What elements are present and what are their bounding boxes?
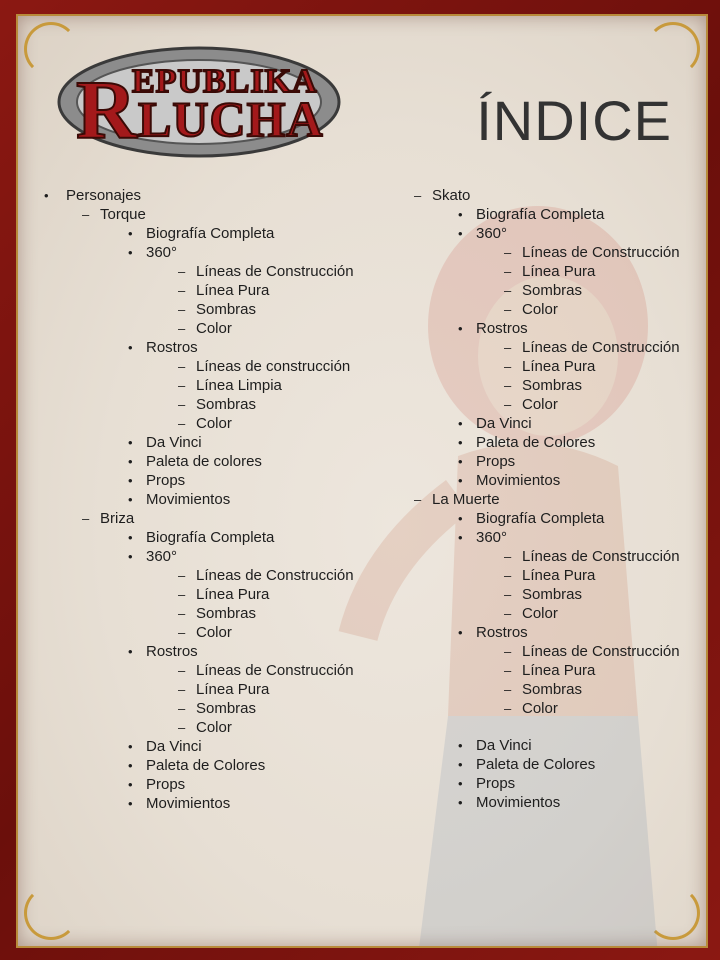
sub-item-label: Línea Pura — [196, 586, 270, 603]
sub-item-label: Color — [522, 605, 558, 622]
list-item — [458, 454, 704, 473]
sub-item — [178, 416, 374, 435]
dash-marker: – — [504, 606, 512, 621]
sub-item-label: Líneas de Construcción — [522, 339, 680, 356]
list-item — [128, 340, 374, 435]
bullet-marker: • — [128, 549, 133, 564]
dash-marker: – — [504, 682, 512, 697]
sub-item-label: Sombras — [522, 282, 583, 299]
item-label: Rostros — [476, 320, 528, 337]
dash-marker: – — [178, 701, 186, 716]
sub-item-label: Línea Pura — [522, 263, 596, 280]
sub-item-label: Líneas de Construcción — [522, 548, 680, 565]
dash-marker: – — [504, 549, 512, 564]
item-label: 360° — [476, 225, 508, 242]
bullet-marker: • — [128, 530, 133, 545]
dash-marker: – — [504, 587, 512, 602]
sub-item — [178, 302, 374, 321]
sub-item — [178, 720, 374, 739]
item-label: Biografía Completa — [476, 206, 605, 223]
sub-item-label: Color — [196, 320, 232, 337]
sub-item-label: Sombras — [522, 377, 583, 394]
sub-item-label: Color — [522, 700, 558, 717]
item-label: Props — [146, 472, 186, 489]
sub-item — [504, 397, 704, 416]
dash-marker: – — [178, 682, 186, 697]
sub-item-label: Sombras — [196, 396, 257, 413]
item-label: Da Vinci — [146, 738, 202, 755]
page-title: ÍNDICE — [476, 89, 672, 152]
sub-item-label: Líneas de Construcción — [196, 263, 354, 280]
dash-marker: – — [178, 397, 186, 412]
bullet-marker: • — [458, 776, 463, 791]
bullet-marker: • — [128, 245, 133, 260]
list-item — [128, 226, 374, 245]
dash-marker: – — [414, 188, 422, 203]
sub-item-label: Color — [522, 301, 558, 318]
logo-line-2: LUCHA — [138, 91, 324, 147]
dash-marker: – — [178, 606, 186, 621]
dash-marker: – — [504, 701, 512, 716]
sub-item-label: Líneas de Construcción — [196, 567, 354, 584]
list-item — [128, 473, 374, 492]
sub-item — [178, 606, 374, 625]
sub-item — [178, 625, 374, 644]
dash-marker: – — [82, 511, 90, 526]
bullet-marker: • — [44, 188, 49, 203]
sub-item-label: Líneas de Construcción — [522, 244, 680, 261]
item-label: Paleta de Colores — [476, 434, 596, 451]
sub-item — [178, 663, 374, 682]
bullet-marker: • — [458, 321, 463, 336]
bullet-marker: • — [128, 454, 133, 469]
list-item — [458, 416, 704, 435]
sub-item — [504, 587, 704, 606]
list-item — [458, 207, 704, 226]
list-item — [458, 530, 704, 625]
index-right-column — [414, 188, 704, 814]
item-label: Paleta de colores — [146, 453, 262, 470]
sub-item-label: Color — [196, 415, 232, 432]
section-label: Personajes — [66, 187, 142, 204]
dash-marker: – — [504, 397, 512, 412]
list-item — [128, 435, 374, 454]
sub-item — [504, 359, 704, 378]
dash-marker: – — [504, 302, 512, 317]
sub-item-label: Sombras — [196, 605, 257, 622]
sub-item-label: Color — [196, 624, 232, 641]
dash-marker: – — [504, 264, 512, 279]
corner-ornament — [24, 886, 78, 940]
dash-marker: – — [178, 625, 186, 640]
bullet-marker: • — [128, 492, 133, 507]
republika-lucha-logo — [54, 40, 344, 160]
sub-item — [504, 568, 704, 587]
sub-item-label: Línea Pura — [522, 567, 596, 584]
sub-item — [178, 264, 374, 283]
item-label: 360° — [146, 548, 178, 565]
sub-item — [504, 644, 704, 663]
sub-item — [178, 397, 374, 416]
list-item — [128, 644, 374, 739]
sub-item-label: Color — [196, 719, 232, 736]
item-label: Rostros — [146, 339, 198, 356]
dash-marker: – — [178, 359, 186, 374]
dash-marker: – — [504, 283, 512, 298]
sub-item-label: Líneas de Construcción — [522, 643, 680, 660]
sub-item — [178, 378, 374, 397]
item-label: 360° — [476, 529, 508, 546]
bullet-marker: • — [128, 340, 133, 355]
dash-marker: – — [178, 302, 186, 317]
logo-letter-r: R — [76, 64, 138, 157]
sub-item — [504, 302, 704, 321]
bullet-marker: • — [458, 416, 463, 431]
item-label: Da Vinci — [476, 737, 532, 754]
list-item — [128, 454, 374, 473]
bullet-marker: • — [128, 473, 133, 488]
dash-marker: – — [504, 378, 512, 393]
bullet-marker: • — [458, 226, 463, 241]
list-item — [458, 795, 704, 814]
list-item — [128, 796, 374, 815]
list-item — [458, 226, 704, 321]
character-name: Briza — [100, 510, 135, 527]
sub-item-label: Color — [522, 396, 558, 413]
list-item — [128, 739, 374, 758]
list-item — [128, 549, 374, 644]
bullet-marker: • — [458, 738, 463, 753]
sub-item-label: Línea Pura — [522, 662, 596, 679]
bullet-marker: • — [128, 435, 133, 450]
list-item — [128, 492, 374, 511]
sub-item-label: Sombras — [196, 700, 257, 717]
sub-item-label: Línea Pura — [522, 358, 596, 375]
sub-item — [178, 682, 374, 701]
sub-item-label: Sombras — [522, 586, 583, 603]
item-label: Da Vinci — [476, 415, 532, 432]
logo-line-1: EPUBLIKA — [132, 63, 318, 100]
sub-item-label: Líneas de Construcción — [196, 662, 354, 679]
item-label: Movimientos — [146, 491, 231, 508]
bullet-marker: • — [458, 757, 463, 772]
item-label: Movimientos — [476, 472, 561, 489]
sub-item — [178, 568, 374, 587]
item-label: Paleta de Colores — [476, 756, 596, 773]
sub-item — [504, 682, 704, 701]
bullet-marker: • — [128, 777, 133, 792]
bullet-marker: • — [458, 625, 463, 640]
dash-marker: – — [504, 245, 512, 260]
dash-marker: – — [178, 720, 186, 735]
item-label: 360° — [146, 244, 178, 261]
sub-item — [504, 283, 704, 302]
dash-marker: – — [178, 587, 186, 602]
bullet-marker: • — [458, 454, 463, 469]
item-label: Props — [476, 453, 516, 470]
dash-marker: – — [414, 492, 422, 507]
sub-item — [504, 340, 704, 359]
dash-marker: – — [178, 378, 186, 393]
list-item — [128, 758, 374, 777]
dash-marker: – — [82, 207, 90, 222]
bullet-marker: • — [458, 435, 463, 450]
list-item — [458, 321, 704, 416]
item-label: Movimientos — [476, 794, 561, 811]
list-item — [458, 473, 704, 492]
dash-marker: – — [504, 644, 512, 659]
bullet-marker: • — [128, 739, 133, 754]
sub-item — [178, 587, 374, 606]
bullet-marker: • — [128, 758, 133, 773]
sub-item — [178, 701, 374, 720]
item-label: Biografía Completa — [476, 510, 605, 527]
dash-marker: – — [504, 340, 512, 355]
sub-item — [504, 701, 704, 720]
item-label: Rostros — [146, 643, 198, 660]
spacer — [458, 720, 704, 738]
bullet-marker: • — [458, 795, 463, 810]
item-label: Da Vinci — [146, 434, 202, 451]
sub-item — [504, 663, 704, 682]
list-item — [458, 738, 704, 757]
bullet-marker: • — [128, 796, 133, 811]
bullet-marker: • — [458, 473, 463, 488]
dash-marker: – — [504, 568, 512, 583]
bullet-marker: • — [128, 226, 133, 241]
corner-ornament — [646, 22, 700, 76]
sub-item-label: Sombras — [522, 681, 583, 698]
item-label: Paleta de Colores — [146, 757, 266, 774]
sub-item-label: Línea Limpia — [196, 377, 282, 394]
sub-item — [178, 359, 374, 378]
dash-marker: – — [178, 416, 186, 431]
bullet-marker: • — [128, 644, 133, 659]
list-item — [458, 435, 704, 454]
character-entry — [414, 492, 704, 814]
dash-marker: – — [178, 568, 186, 583]
sub-item-label: Líneas de construcción — [196, 358, 351, 375]
list-item — [458, 757, 704, 776]
sub-item — [504, 549, 704, 568]
item-label: Rostros — [476, 624, 528, 641]
dash-marker: – — [178, 321, 186, 336]
item-label: Biografía Completa — [146, 225, 275, 242]
character-name: Skato — [432, 187, 471, 204]
sub-item-label: Línea Pura — [196, 681, 270, 698]
item-label: Props — [146, 776, 186, 793]
bullet-marker: • — [458, 530, 463, 545]
sub-item — [178, 321, 374, 340]
sub-item-label: Línea Pura — [196, 282, 270, 299]
list-item — [128, 530, 374, 549]
bullet-marker: • — [458, 207, 463, 222]
list-item — [458, 625, 704, 720]
character-entry — [82, 207, 374, 511]
item-label: Props — [476, 775, 516, 792]
sub-item — [504, 245, 704, 264]
dash-marker: – — [504, 663, 512, 678]
character-entry — [414, 188, 704, 492]
dash-marker: – — [178, 283, 186, 298]
index-left-column — [44, 188, 374, 815]
bullet-marker: • — [458, 511, 463, 526]
sub-item — [504, 264, 704, 283]
item-label: Biografía Completa — [146, 529, 275, 546]
list-item — [128, 777, 374, 796]
sub-item-label: Sombras — [196, 301, 257, 318]
sub-item — [504, 378, 704, 397]
list-item — [128, 245, 374, 340]
item-label: Movimientos — [146, 795, 231, 812]
dash-marker: – — [178, 663, 186, 678]
character-entry — [82, 511, 374, 815]
character-name: Torque — [100, 206, 146, 223]
list-item — [458, 511, 704, 530]
list-item — [44, 188, 374, 815]
list-item — [458, 776, 704, 795]
sub-item — [178, 283, 374, 302]
character-name: La Muerte — [432, 491, 500, 508]
dash-marker: – — [504, 359, 512, 374]
sub-item — [504, 606, 704, 625]
dash-marker: – — [178, 264, 186, 279]
